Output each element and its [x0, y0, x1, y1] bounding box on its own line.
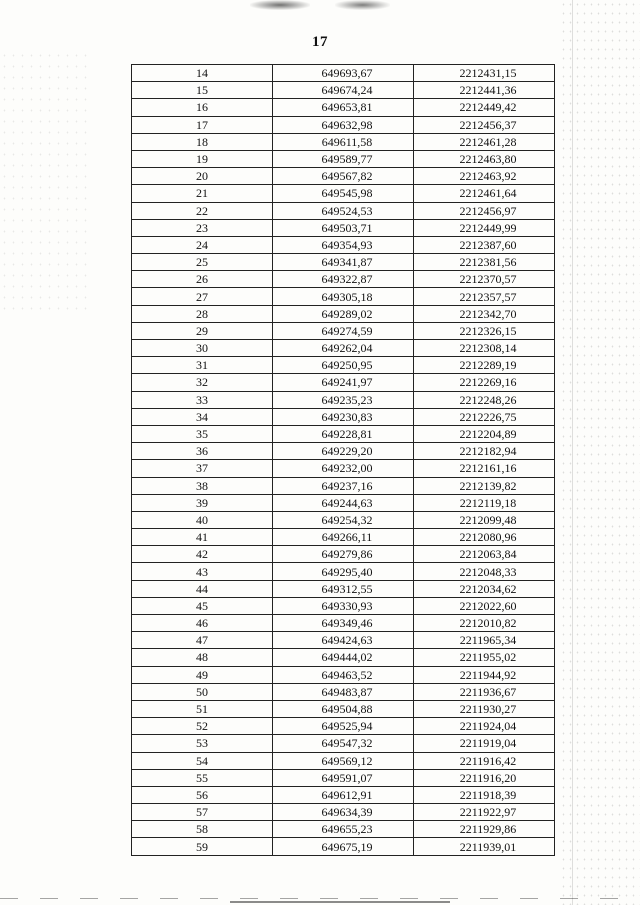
y-coordinate-cell: 2211944,92 — [414, 666, 555, 683]
table-row — [132, 374, 555, 391]
point-number-cell: 19 — [132, 150, 273, 167]
x-coordinate-cell: 649235,23 — [273, 391, 414, 408]
y-coordinate-cell: 2212182,94 — [414, 443, 555, 460]
y-coordinate-cell: 2212269,16 — [414, 374, 555, 391]
point-number-cell: 31 — [132, 357, 273, 374]
x-coordinate-cell: 649274,59 — [273, 322, 414, 339]
x-coordinate-cell: 649424,63 — [273, 632, 414, 649]
point-number-cell: 28 — [132, 305, 273, 322]
point-number-cell: 20 — [132, 168, 273, 185]
table-row — [132, 821, 555, 838]
x-coordinate-cell: 649545,98 — [273, 185, 414, 202]
table-row — [132, 271, 555, 288]
scan-edge-line — [572, 0, 573, 905]
x-coordinate-cell: 649254,32 — [273, 511, 414, 528]
y-coordinate-cell: 2212387,60 — [414, 236, 555, 253]
point-number-cell: 56 — [132, 786, 273, 803]
y-coordinate-cell: 2212226,75 — [414, 408, 555, 425]
table-row — [132, 494, 555, 511]
x-coordinate-cell: 649279,86 — [273, 546, 414, 563]
table-row — [132, 99, 555, 116]
y-coordinate-cell: 2211918,39 — [414, 786, 555, 803]
point-number-cell: 58 — [132, 821, 273, 838]
x-coordinate-cell: 649503,71 — [273, 219, 414, 236]
x-coordinate-cell: 649632,98 — [273, 116, 414, 133]
x-coordinate-cell: 649228,81 — [273, 425, 414, 442]
point-number-cell: 35 — [132, 425, 273, 442]
x-coordinate-cell: 649567,82 — [273, 168, 414, 185]
y-coordinate-cell: 2211924,04 — [414, 718, 555, 735]
table-row — [132, 288, 555, 305]
point-number-cell: 14 — [132, 65, 273, 82]
y-coordinate-cell: 2212139,82 — [414, 477, 555, 494]
table-row — [132, 202, 555, 219]
table-row — [132, 305, 555, 322]
point-number-cell: 57 — [132, 804, 273, 821]
point-number-cell: 53 — [132, 735, 273, 752]
point-number-cell: 49 — [132, 666, 273, 683]
x-coordinate-cell: 649674,24 — [273, 82, 414, 99]
x-coordinate-cell: 649244,63 — [273, 494, 414, 511]
y-coordinate-cell: 2212463,92 — [414, 168, 555, 185]
page-number: 17 — [312, 34, 328, 50]
point-number-cell: 26 — [132, 271, 273, 288]
point-number-cell: 22 — [132, 202, 273, 219]
table-row — [132, 649, 555, 666]
y-coordinate-cell: 2212326,15 — [414, 322, 555, 339]
point-number-cell: 17 — [132, 116, 273, 133]
point-number-cell: 42 — [132, 546, 273, 563]
point-number-cell: 37 — [132, 460, 273, 477]
x-coordinate-cell: 649463,52 — [273, 666, 414, 683]
point-number-cell: 30 — [132, 340, 273, 357]
table-row — [132, 700, 555, 717]
x-coordinate-cell: 649262,04 — [273, 340, 414, 357]
table-row — [132, 168, 555, 185]
x-coordinate-cell: 649230,83 — [273, 408, 414, 425]
y-coordinate-cell: 2211919,04 — [414, 735, 555, 752]
x-coordinate-cell: 649305,18 — [273, 288, 414, 305]
y-coordinate-cell: 2212204,89 — [414, 425, 555, 442]
point-number-cell: 41 — [132, 529, 273, 546]
x-coordinate-cell: 649322,87 — [273, 271, 414, 288]
point-number-cell: 55 — [132, 769, 273, 786]
x-coordinate-cell: 649653,81 — [273, 99, 414, 116]
y-coordinate-cell: 2212080,96 — [414, 529, 555, 546]
point-number-cell: 38 — [132, 477, 273, 494]
point-number-cell: 25 — [132, 254, 273, 271]
scan-edge-line — [230, 901, 450, 903]
y-coordinate-cell: 2212034,62 — [414, 580, 555, 597]
point-number-cell: 48 — [132, 649, 273, 666]
point-number-cell: 18 — [132, 133, 273, 150]
x-coordinate-cell: 649504,88 — [273, 700, 414, 717]
table-row — [132, 838, 555, 855]
x-coordinate-cell: 649612,91 — [273, 786, 414, 803]
x-coordinate-cell: 649250,95 — [273, 357, 414, 374]
scan-edge-line — [0, 898, 640, 899]
point-number-cell: 34 — [132, 408, 273, 425]
point-number-cell: 21 — [132, 185, 273, 202]
y-coordinate-cell: 2212289,19 — [414, 357, 555, 374]
table-row — [132, 236, 555, 253]
y-coordinate-cell: 2212461,64 — [414, 185, 555, 202]
table-row — [132, 563, 555, 580]
point-number-cell: 52 — [132, 718, 273, 735]
table-row — [132, 511, 555, 528]
point-number-cell: 50 — [132, 683, 273, 700]
y-coordinate-cell: 2212357,57 — [414, 288, 555, 305]
table-row — [132, 219, 555, 236]
x-coordinate-cell: 649693,67 — [273, 65, 414, 82]
y-coordinate-cell: 2211930,27 — [414, 700, 555, 717]
x-coordinate-cell: 649241,97 — [273, 374, 414, 391]
table-row — [132, 322, 555, 339]
point-number-cell: 43 — [132, 563, 273, 580]
y-coordinate-cell: 2212063,84 — [414, 546, 555, 563]
table-row — [132, 769, 555, 786]
x-coordinate-cell: 649611,58 — [273, 133, 414, 150]
table-row — [132, 150, 555, 167]
x-coordinate-cell: 649330,93 — [273, 597, 414, 614]
x-coordinate-cell: 649312,55 — [273, 580, 414, 597]
y-coordinate-cell: 2211939,01 — [414, 838, 555, 855]
y-coordinate-cell: 2212342,70 — [414, 305, 555, 322]
x-coordinate-cell: 649569,12 — [273, 752, 414, 769]
y-coordinate-cell: 2212449,42 — [414, 99, 555, 116]
table-row — [132, 786, 555, 803]
y-coordinate-cell: 2212010,82 — [414, 615, 555, 632]
y-coordinate-cell: 2212248,26 — [414, 391, 555, 408]
y-coordinate-cell: 2212463,80 — [414, 150, 555, 167]
y-coordinate-cell: 2211929,86 — [414, 821, 555, 838]
y-coordinate-cell: 2212441,36 — [414, 82, 555, 99]
point-number-cell: 46 — [132, 615, 273, 632]
x-coordinate-cell: 649349,46 — [273, 615, 414, 632]
table-row — [132, 443, 555, 460]
table-row — [132, 477, 555, 494]
x-coordinate-cell: 649444,02 — [273, 649, 414, 666]
table-row — [132, 460, 555, 477]
table-row — [132, 408, 555, 425]
table-row — [132, 425, 555, 442]
x-coordinate-cell: 649266,11 — [273, 529, 414, 546]
scan-smudge — [335, 0, 390, 10]
y-coordinate-cell: 2212119,18 — [414, 494, 555, 511]
y-coordinate-cell: 2212461,28 — [414, 133, 555, 150]
table-row — [132, 735, 555, 752]
y-coordinate-cell: 2211965,34 — [414, 632, 555, 649]
table-row — [132, 254, 555, 271]
x-coordinate-cell: 649547,32 — [273, 735, 414, 752]
table-row — [132, 752, 555, 769]
point-number-cell: 29 — [132, 322, 273, 339]
y-coordinate-cell: 2211922,97 — [414, 804, 555, 821]
table-row — [132, 615, 555, 632]
scan-noise — [0, 50, 90, 310]
x-coordinate-cell: 649289,02 — [273, 305, 414, 322]
table-row — [132, 65, 555, 82]
table-row — [132, 804, 555, 821]
y-coordinate-cell: 2211916,42 — [414, 752, 555, 769]
y-coordinate-cell: 2212161,16 — [414, 460, 555, 477]
x-coordinate-cell: 649591,07 — [273, 769, 414, 786]
point-number-cell: 33 — [132, 391, 273, 408]
x-coordinate-cell: 649341,87 — [273, 254, 414, 271]
point-number-cell: 47 — [132, 632, 273, 649]
y-coordinate-cell: 2212456,37 — [414, 116, 555, 133]
scan-noise — [560, 0, 640, 905]
x-coordinate-cell: 649229,20 — [273, 443, 414, 460]
table-row — [132, 357, 555, 374]
table-row — [132, 632, 555, 649]
point-number-cell: 15 — [132, 82, 273, 99]
y-coordinate-cell: 2212048,33 — [414, 563, 555, 580]
point-number-cell: 40 — [132, 511, 273, 528]
y-coordinate-cell: 2212308,14 — [414, 340, 555, 357]
table-row — [132, 340, 555, 357]
y-coordinate-cell: 2212449,99 — [414, 219, 555, 236]
point-number-cell: 39 — [132, 494, 273, 511]
table-row — [132, 116, 555, 133]
coordinates-table — [131, 64, 555, 856]
y-coordinate-cell: 2212370,57 — [414, 271, 555, 288]
point-number-cell: 16 — [132, 99, 273, 116]
table-row — [132, 82, 555, 99]
point-number-cell: 24 — [132, 236, 273, 253]
coordinates-table-body — [132, 65, 555, 856]
table-row — [132, 666, 555, 683]
point-number-cell: 54 — [132, 752, 273, 769]
y-coordinate-cell: 2211916,20 — [414, 769, 555, 786]
table-row — [132, 391, 555, 408]
x-coordinate-cell: 649589,77 — [273, 150, 414, 167]
x-coordinate-cell: 649655,23 — [273, 821, 414, 838]
point-number-cell: 32 — [132, 374, 273, 391]
table-row — [132, 546, 555, 563]
table-row — [132, 683, 555, 700]
y-coordinate-cell: 2212431,15 — [414, 65, 555, 82]
point-number-cell: 27 — [132, 288, 273, 305]
point-number-cell: 36 — [132, 443, 273, 460]
point-number-cell: 44 — [132, 580, 273, 597]
x-coordinate-cell: 649354,93 — [273, 236, 414, 253]
x-coordinate-cell: 649634,39 — [273, 804, 414, 821]
point-number-cell: 51 — [132, 700, 273, 717]
y-coordinate-cell: 2212456,97 — [414, 202, 555, 219]
point-number-cell: 45 — [132, 597, 273, 614]
x-coordinate-cell: 649295,40 — [273, 563, 414, 580]
table-row — [132, 133, 555, 150]
x-coordinate-cell: 649483,87 — [273, 683, 414, 700]
x-coordinate-cell: 649525,94 — [273, 718, 414, 735]
point-number-cell: 23 — [132, 219, 273, 236]
point-number-cell: 59 — [132, 838, 273, 855]
y-coordinate-cell: 2212022,60 — [414, 597, 555, 614]
y-coordinate-cell: 2211955,02 — [414, 649, 555, 666]
x-coordinate-cell: 649237,16 — [273, 477, 414, 494]
y-coordinate-cell: 2211936,67 — [414, 683, 555, 700]
table-row — [132, 529, 555, 546]
table-row — [132, 580, 555, 597]
x-coordinate-cell: 649524,53 — [273, 202, 414, 219]
y-coordinate-cell: 2212099,48 — [414, 511, 555, 528]
table-row — [132, 597, 555, 614]
x-coordinate-cell: 649675,19 — [273, 838, 414, 855]
x-coordinate-cell: 649232,00 — [273, 460, 414, 477]
table-row — [132, 185, 555, 202]
table-row — [132, 718, 555, 735]
scan-smudge — [250, 0, 310, 10]
y-coordinate-cell: 2212381,56 — [414, 254, 555, 271]
